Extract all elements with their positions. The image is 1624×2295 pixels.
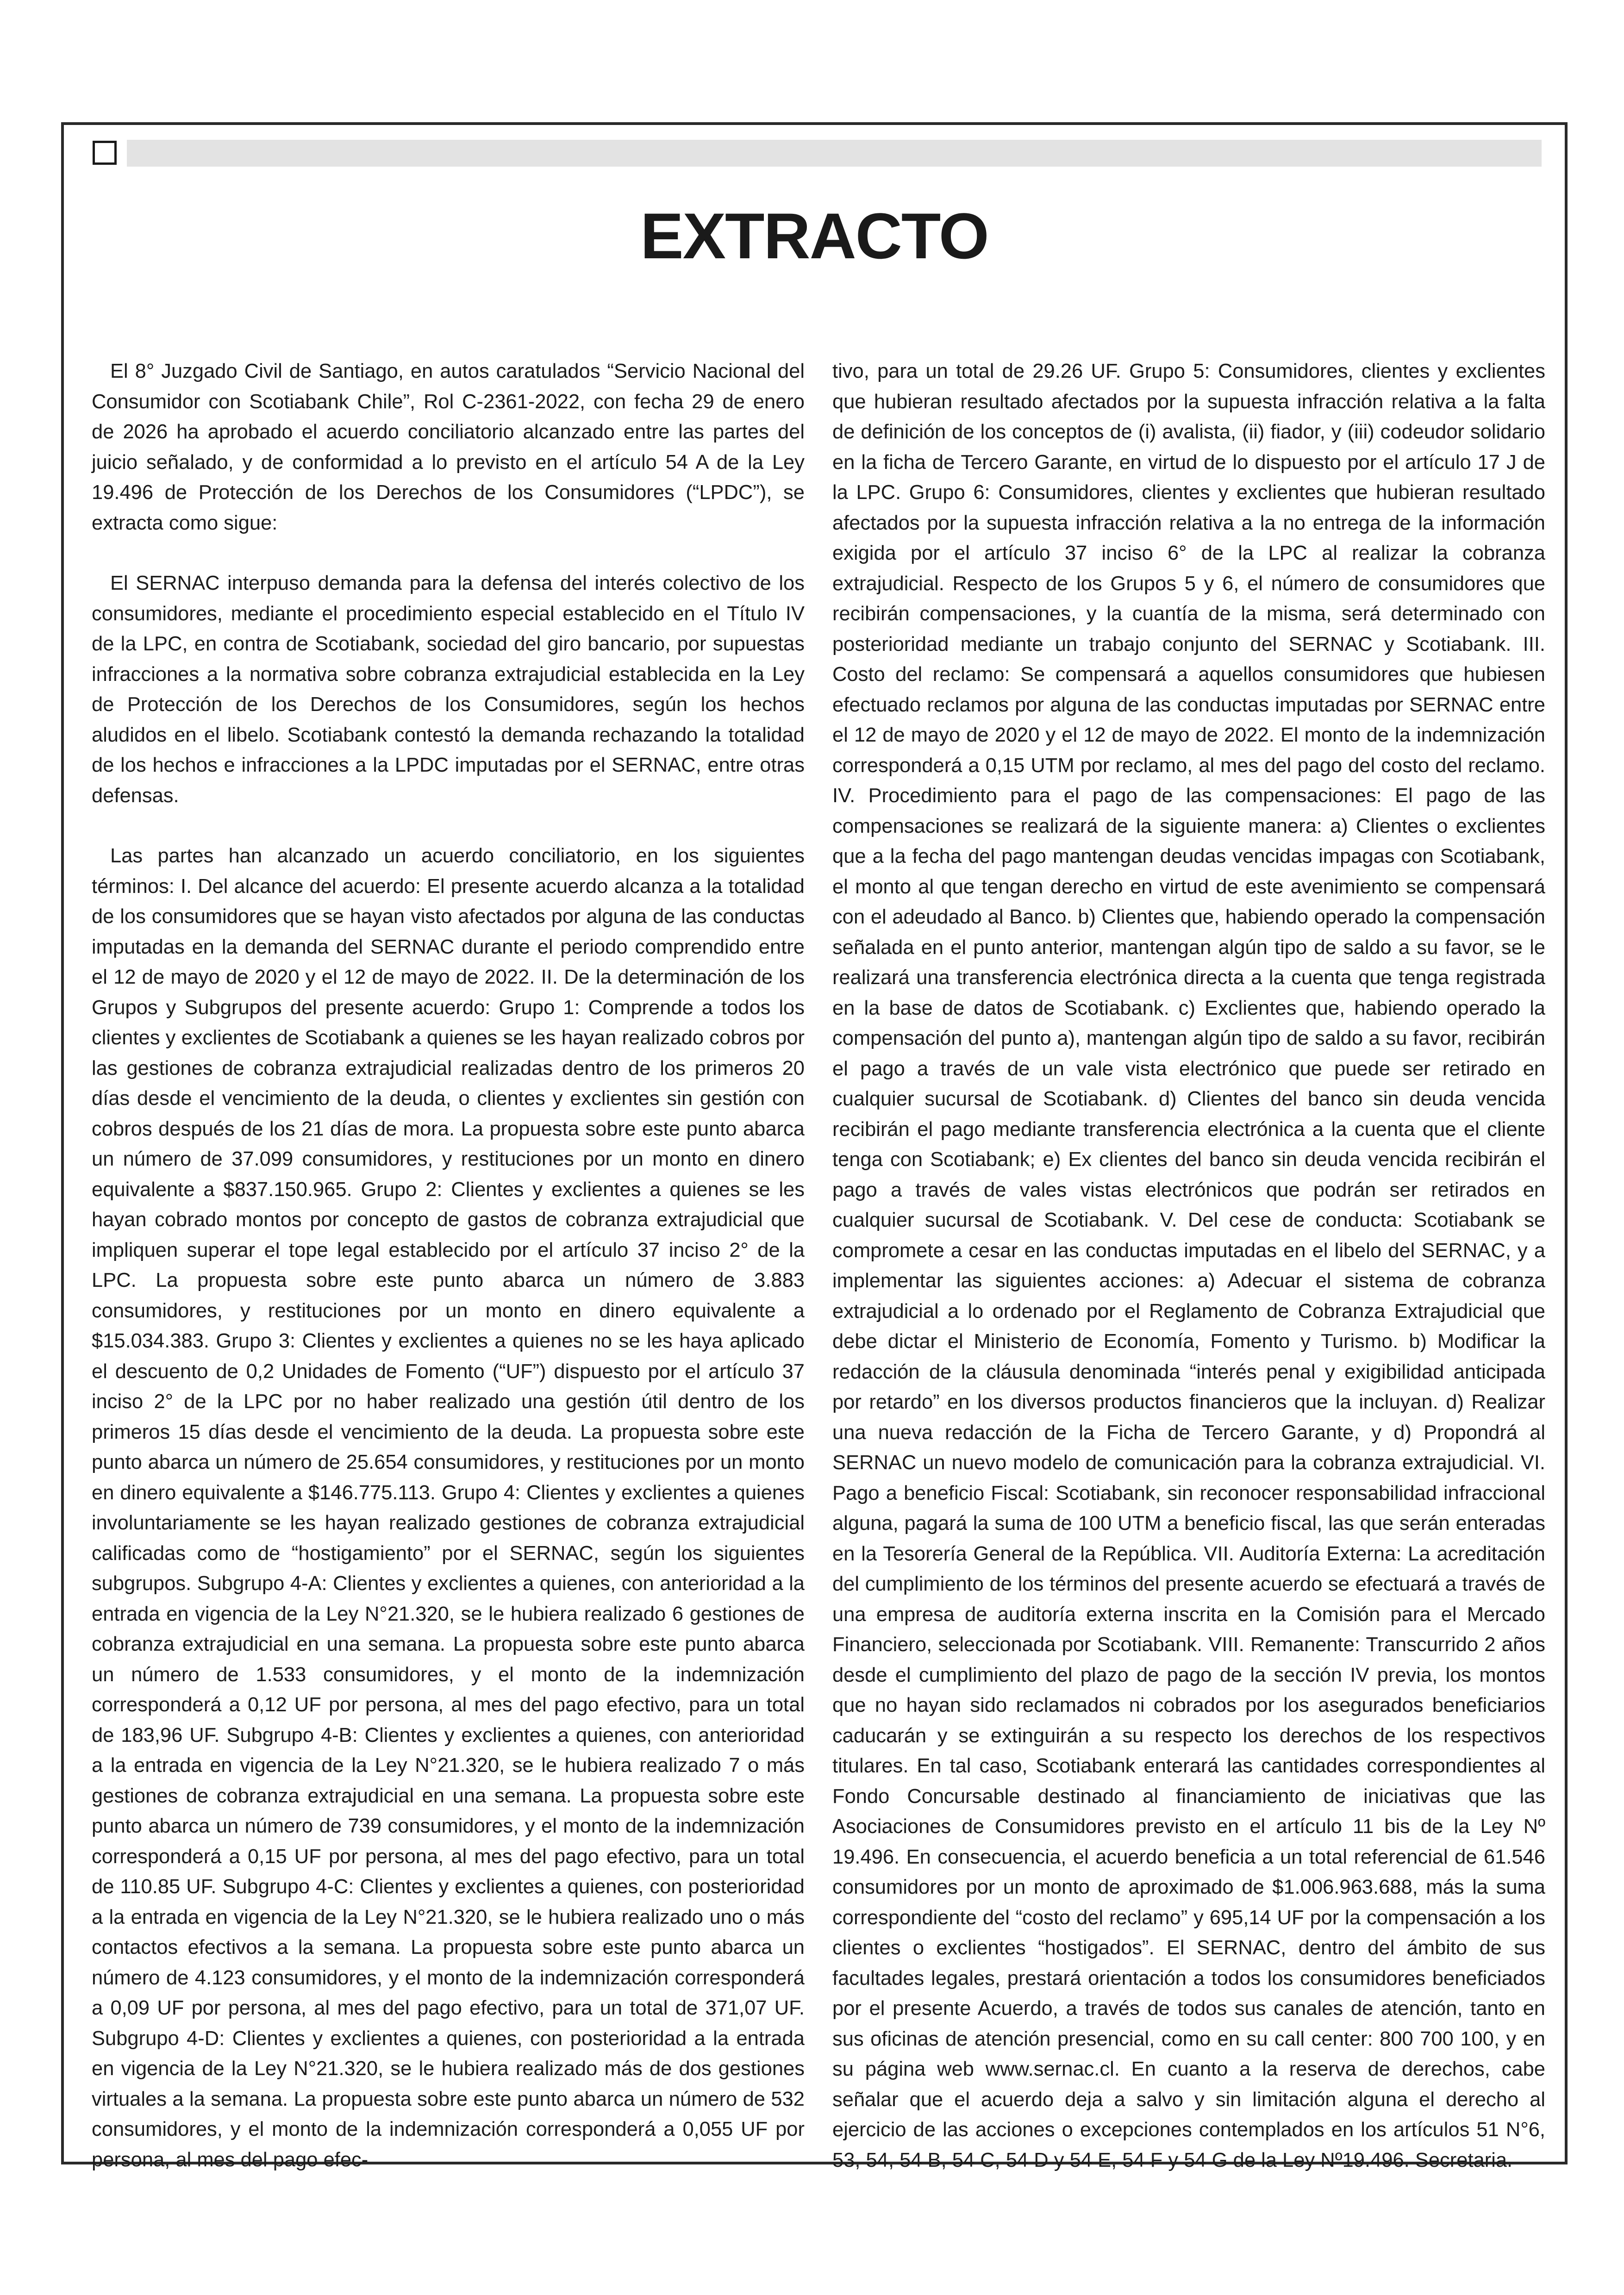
notice-frame	[61, 122, 1568, 2171]
paragraph-demand: El SERNAC interpuso demanda para la defensa del interés colectivo de los consumidores, mediante el procedimiento especial establecido en el Título IV de la LPC, en contra de Scotiabank, sociedad del giro bancario, por supuestas infracciones a la normativa sobre cobranza extrajudicial establecida en la Ley de Protección de los Derechos de los Consumidores, según los hechos aludidos en el libelo. Scotiabank contestó la demanda rechazando la totalidad de los hechos e infracciones a la LPDC imputadas por el SERNAC, entre otras defensas.	[92, 572, 805, 807]
paragraph-agreement-part-1: Las partes han alcanzado un acuerdo conciliatorio, en los siguientes términos: I. Del alcance del acuerdo: El presente acuerdo alcanza a la totalidad de los consumidores que se hayan visto afectados por alguna de las conductas imputadas en la demanda del SERNAC durante el periodo comprendido entre el 12 de mayo de 2020 y el 12 de mayo de 2022. II. De la determinación de los Grupos y Subgrupos del presente acuerdo: Grupo 1: Comprende a todos los clientes y exclientes de Scotiabank a quienes se les hayan realizado cobros por las gestiones de cobranza extrajudicial realizadas dentro de los primeros 20 días desde el vencimiento de la deuda, o clientes y exclientes sin gestión con cobros después de los 21 días de mora. La propuesta sobre este punto abarca un número de 37.099 consumidores, y restituciones por un monto en dinero equivalente a $837.150.965. Grupo 2: Clientes y exclientes a quienes se les hayan cobrado montos por concepto de gastos de cobranza extrajudicial que impliquen superar el tope legal establecido por el artículo 37 inciso 2° de la LPC. La propuesta sobre este punto abarca un número de 3.883 consumidores, y restituciones por un monto en dinero equivalente a $15.034.383. Grupo 3: Clientes y exclientes a quienes no se les haya aplicado el descuento de 0,2 Unidades de Fomento (“UF”) dispuesto por el artículo 37 inciso 2° de la LPC por no haber realizado una gestión útil dentro de los primeros 15 días desde el vencimiento de la deuda. La propuesta sobre este punto abarca un número de 25.654 consumidores, y restituciones por un monto en dinero equivalente a $146.775.113. Grupo 4: Clientes y exclientes a quienes involuntariamente se les hayan realizado gestiones de cobranza extrajudicial calificadas como de “hostigamiento” por el SERNAC, según los siguientes subgrupos. Subgrupo 4-A: Clientes y exclientes a quienes, con anterioridad a la entrada en vigencia de la Ley N°21.320, se le hubiera realizado 6 gestiones de cobranza extrajudicial en una semana. La propuesta sobre este punto abarca un número de 1.533 consumidores, y el monto de la indemnización corresponderá a 0,12 UF por persona, al mes del pago efectivo, para un total de 183,96 UF. Subgrupo 4-B: Clientes y exclientes a quienes, con anterioridad a la entrada en vigencia de la Ley N°21.320, se le hubiera realizado 7 o más gestiones de cobranza extrajudicial en una semana. La propuesta sobre este punto abarca un número de 739 consumidores, y el monto de la indemnización corresponderá a 0,15 UF por persona, al mes del pago efectivo, para un total de 110.85 UF. Subgrupo 4-C: Clientes y exclientes a quienes, con posterioridad a la entrada en vigencia de la Ley N°21.320, se le hubiera realizado uno o más contactos efectivos a la semana. La propuesta sobre este punto abarca un número de 4.123 consumidores, y el monto de la indemnización corresponderá a 0,09 UF por persona, al mes del pago efectivo, para un total de 371,07 UF. Subgrupo 4-D: Clientes y exclientes a quienes, con posterioridad a la entrada en vigencia de la Ley N°21.320, se le hubiera realizado más de dos gestiones virtuales a la semana. La propuesta sobre este punto abarca un número de 532 consumidores, y el monto de la indemnización corresponderá a 0,055 UF por persona, al mes del pago efec-	[92, 845, 805, 2171]
document-title: EXTRACTO	[640, 200, 988, 272]
column-right	[832, 356, 1545, 2176]
checkbox[interactable]	[93, 141, 117, 165]
paragraph-intro: El 8° Juzgado Civil de Santiago, en autos caratulados “Servicio Nacional del Consumidor con Scotiabank Chile”, Rol C-2361-2022, con fecha 29 de enero de 2026 ha aprobado el acuerdo conciliatorio alcanzado entre las partes del juicio señalado, y de conformidad a lo previsto en el artículo 54 A de la Ley 19.496 de Protección de los Derechos de los Consumidores (“LPDC”), se extracta como sigue:	[92, 360, 805, 534]
paragraph-agreement-part-2: tivo, para un total de 29.26 UF. Grupo 5: Consumidores, clientes y exclientes que hubieran resultado afectados por la supuesta infracción relativa a la falta de definición de los conceptos de (i) avalista, (ii) fiador, y (iii) codeudor solidario en la ficha de Tercero Garante, en virtud de lo dispuesto por el artículo 17 J de la LPC. Grupo 6: Consumidores, clientes y exclientes que hubieran resultado afectados por la supuesta infracción relativa a la no entrega de la información exigida por el artículo 37 inciso 6° de la LPC al realizar la cobranza extrajudicial. Respecto de los Grupos 5 y 6, el número de consumidores que recibirán compensaciones, y la cuantía de la misma, será determinado con posterioridad mediante un trabajo conjunto del SERNAC y Scotiabank. III. Costo del reclamo: Se compensará a aquellos consumidores que hubiesen efectuado reclamos por alguna de las conductas imputadas por SERNAC entre el 12 de mayo de 2020 y el 12 de mayo de 2022. El monto de la indemnización corresponderá a 0,15 UTM por reclamo, al mes del pago del costo del reclamo. IV. Procedimiento para el pago de las compensaciones: El pago de las compensaciones se realizará de la siguiente manera: a) Clientes o exclientes que a la fecha del pago mantengan deudas vencidas impagas con Scotiabank, el monto al que tengan derecho en virtud de este avenimiento se compensará con el adeudado al Banco. b) Clientes que, habiendo operado la compensación señalada en el punto anterior, mantengan algún tipo de saldo a su favor, se le realizará una transferencia electrónica directa a la cuenta que tenga registrada en la base de datos de Scotiabank. c) Exclientes que, habiendo operado la compensación del punto a), mantengan algún tipo de saldo a su favor, recibirán el pago a través de un vale vista electrónico que puede ser retirado en cualquier sucursal de Scotiabank. d) Clientes del banco sin deuda vencida recibirán el pago mediante transferencia electrónica a la cuenta que el cliente tenga con Scotiabank; e) Ex clientes del banco sin deuda vencida recibirán el pago a través de vales vistas electrónicos que podrán ser retirados en cualquier sucursal de Scotiabank. V. Del cese de conducta: Scotiabank se compromete a cesar en las conductas imputadas en el libelo del SERNAC, y a implementar las siguientes acciones: a) Adecuar el sistema de cobranza extrajudicial a lo ordenado por el Reglamento de Cobranza Extrajudicial que debe dictar el Ministerio de Economía, Fomento y Turismo. b) Modificar la redacción de la cláusula denominada “interés penal y exigibilidad anticipada por retardo” en los diversos productos financieros que la incluyan. d) Realizar una nueva redacción de la Ficha de Tercero Garante, y d) Propondrá al SERNAC un nuevo modelo de comunicación para la cobranza extrajudicial. VI. Pago a beneficio Fiscal: Scotiabank, sin reconocer responsabilidad infraccional alguna, pagará la suma de 100 UTM a beneficio fiscal, las que serán enteradas en la Tesorería General de la República. VII. Auditoría Externa: La acreditación del cumplimiento de los términos del presente acuerdo se efectuará a través de una empresa de auditoría externa inscrita en la Comisión para el Mercado Financiero, seleccionada por Scotiabank. VIII. Remanente: Transcurrido 2 años desde el cumplimiento del plazo de pago de la sección IV previa, los montos que no hayan sido reclamados ni cobrados por los asegurados beneficiarios caducarán y se extinguirán a su respecto los derechos de los respectivos titulares. En tal caso, Scotiabank enterará las cantidades correspondientes al Fondo Concursable destinado al financiamiento de iniciativas que las Asociaciones de Consumidores previsto en el artículo 11 bis de la Ley Nº 19.496. En consecuencia, el acuerdo beneficia a un total referencial de 61.546 consumidores por un monto de aproximado de $1.006.963.688, más la suma correspondiente del “costo del reclamo” y 695,14 UF por la compensación a los clientes o exclientes “hostigados”. El SERNAC, dentro del ámbito de sus facultades legales, prestará orientación a todos los consumidores beneficiados por el presente Acuerdo, a través de todos sus canales de atención, tanto en sus oficinas de atención presencial, como en su call center: 800 700 100, y en su página web www.sernac.cl. En cuanto a la reserva de derechos, cabe señalar que el acuerdo deja a salvo y sin limitación alguna el derecho al ejercicio de las acciones o excepciones contemplados en los artículos 51 N°6, 53, 54, 54 B, 54 C, 54 D y 54 E, 54 F y 54 G de la Ley Nº19.496. Secretaria.	[832, 360, 1545, 2171]
header-bar	[127, 140, 1542, 167]
column-left	[92, 356, 805, 2175]
